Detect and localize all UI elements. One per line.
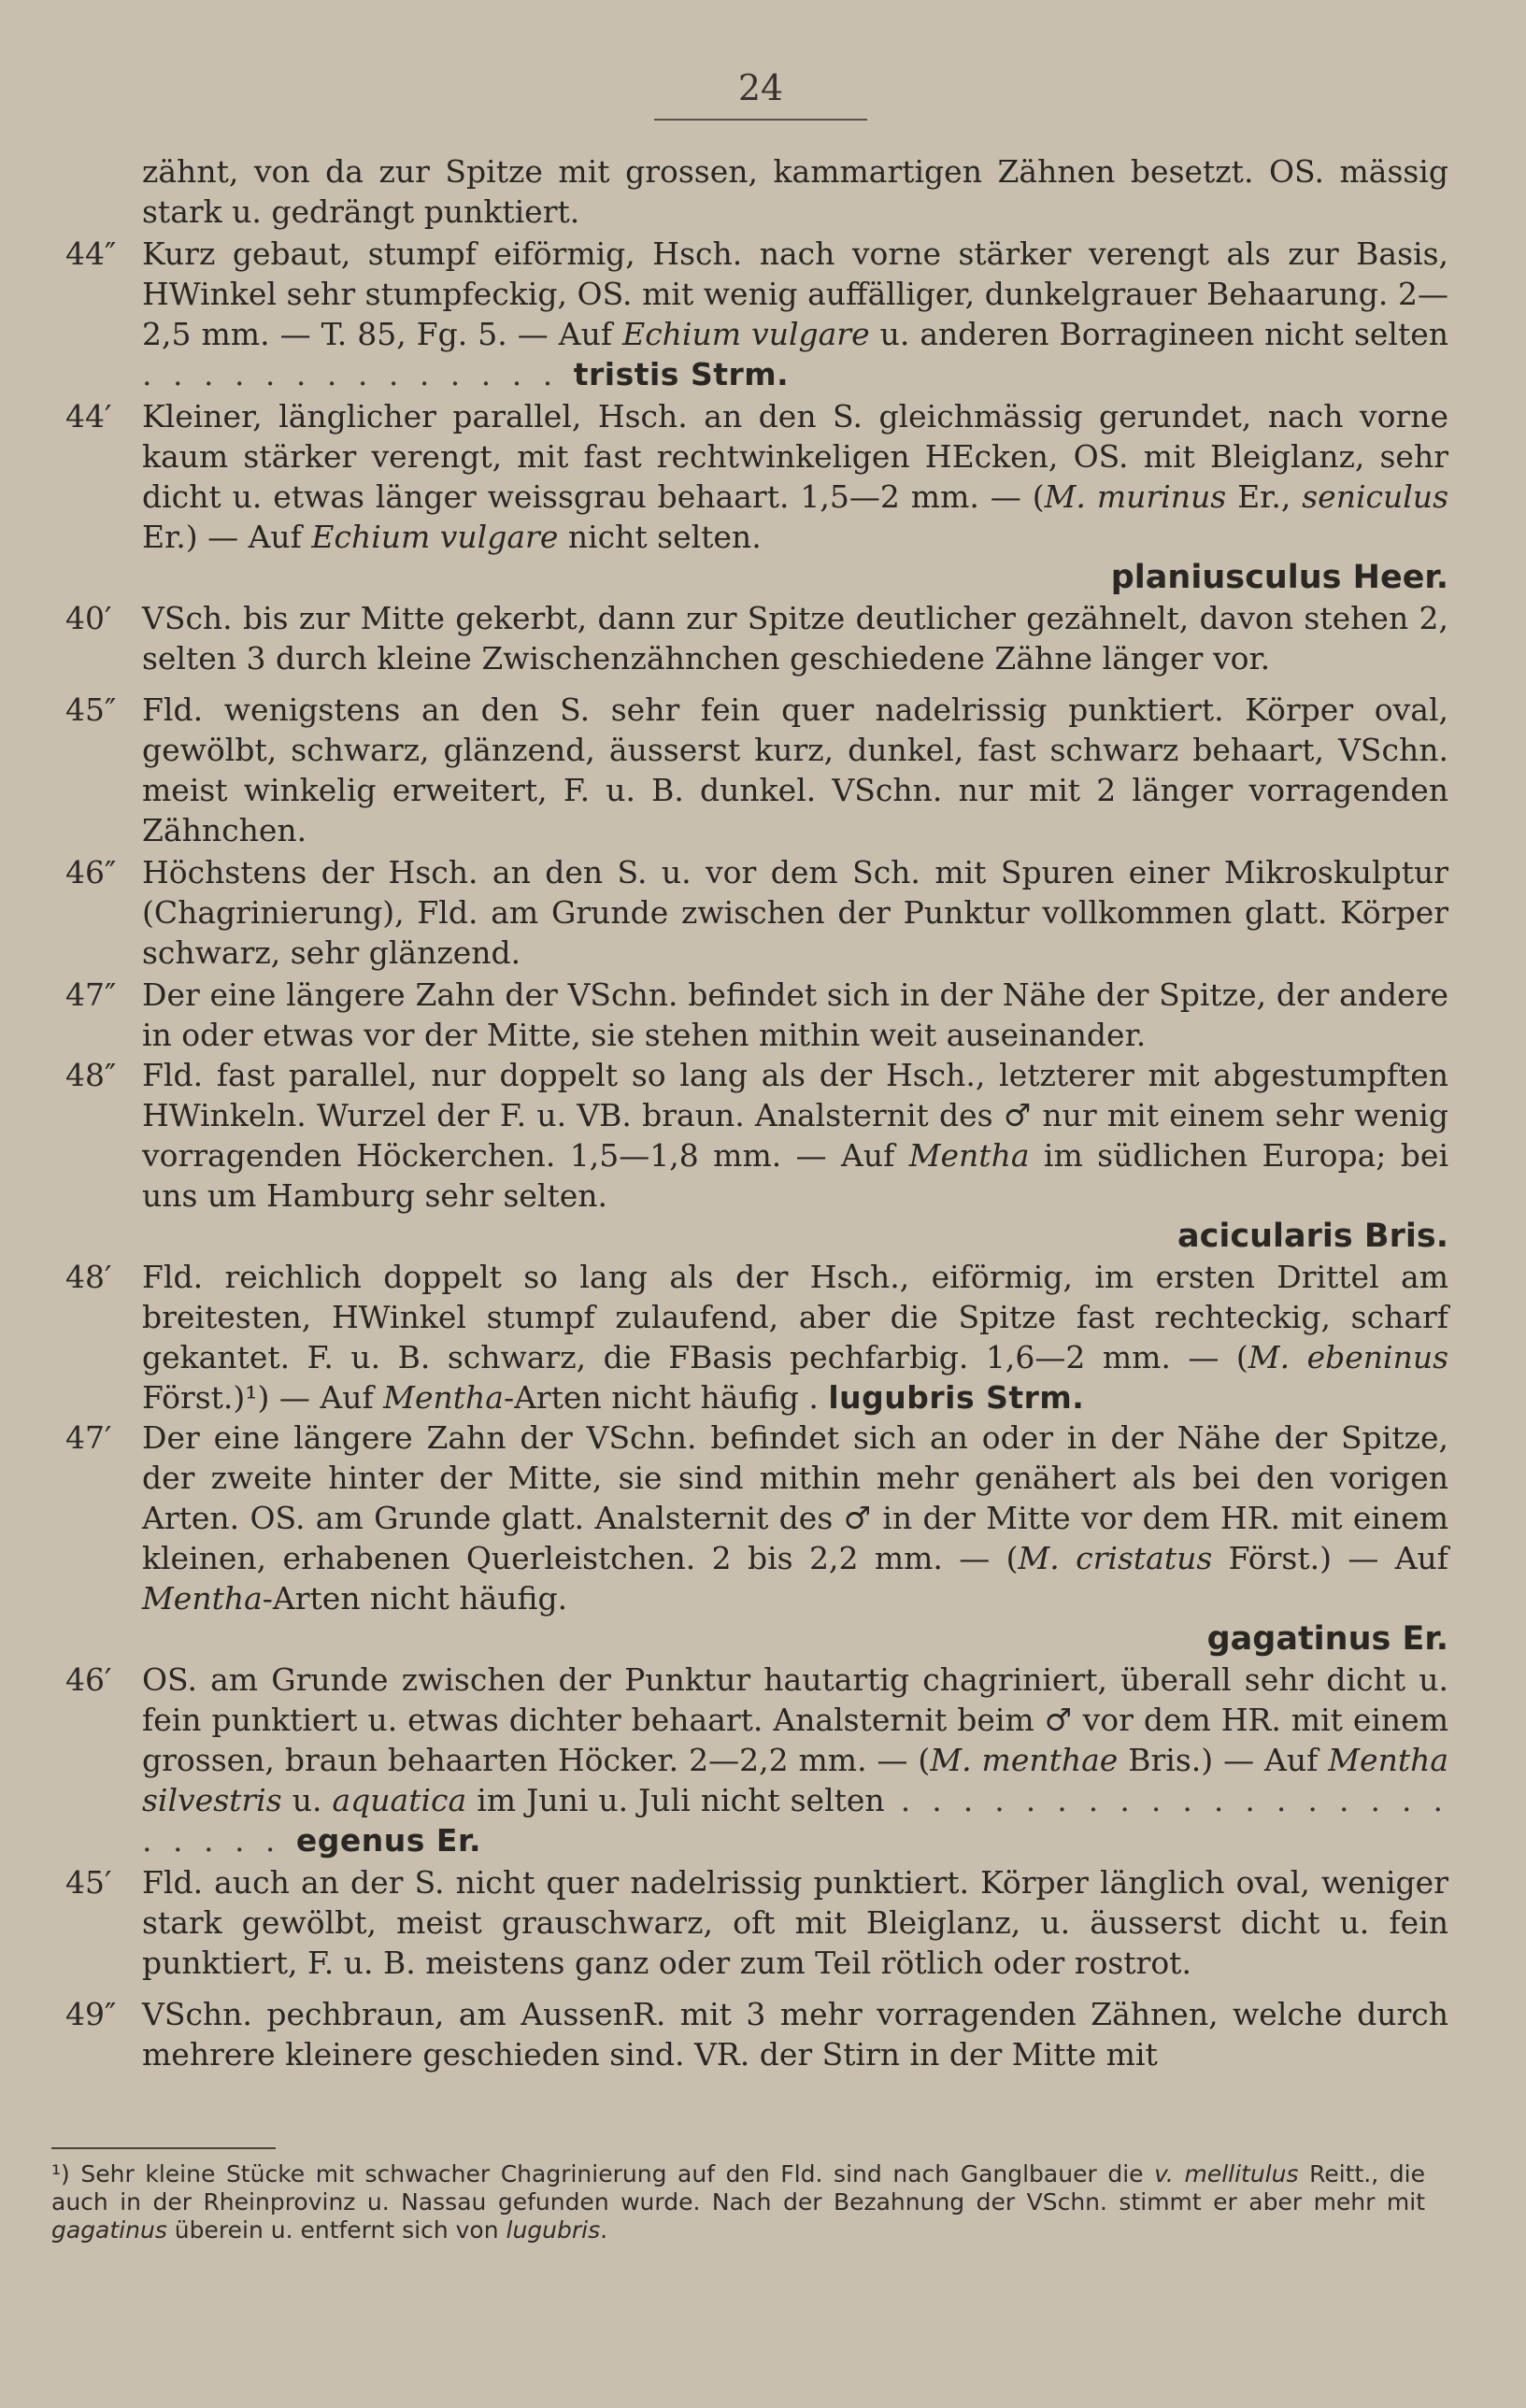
footnote: ¹) Sehr kleine Stücke mit schwacher Chagrinierung auf den Fld. sind nach Ganglbauer die v. mellitulus Reitt., die auch in der Rheinprovinz u. Nassau gefunden wurde. Nach der Bezahnung der VSchn. stimmt er aber mehr mit gagatinus überein u. entfernt sich von lugubris. <box>51 2160 1425 2244</box>
plant-name: Mentha <box>908 1137 1030 1174</box>
key-entry <box>56 598 1448 678</box>
couplet-label: 48″ <box>65 1057 117 1093</box>
key-entry <box>56 1055 1448 1257</box>
couplet-label: 47′ <box>65 1419 112 1456</box>
entry-text: Fld. reichlich doppelt so lang als der Hsch., eiförmig, im ersten Drittel am breitesten, HWinkel stumpf zulaufend, aber die Spitze fast rechteckig, scharf gekantet. F. u. B. schwarz, die FBasis pechfarbig. 1,6—2 mm. — (M. ebeninus Först.)¹) — Auf Mentha-Arten nicht häufig . lugubris Strm. <box>142 1259 1449 1416</box>
plant-name: Mentha <box>383 1379 504 1416</box>
species-name: planiusculus Heer. <box>1110 559 1448 596</box>
entry-text: Kleiner, länglicher parallel, Hsch. an den S. gleichmässig gerundet, nach vorne kaum stärker verengt, mit fast rechtwinkeligen HEcken, OS. mit Bleiglanz, sehr dicht u. etwas länger weissgrau behaart. 1,5—2 mm. — (M. murinus Er., seniculus Er.) — Auf Echium vulgare nicht selten. <box>142 398 1448 555</box>
synonym-name: seniculus <box>1302 478 1448 515</box>
plant-name: Mentha <box>142 1580 263 1617</box>
couplet-label: 49″ <box>65 1996 117 2032</box>
plant-name: Mentha silvestris <box>142 1742 1449 1818</box>
key-entry <box>56 396 1448 598</box>
species-ref: lugubris <box>506 2216 601 2244</box>
entry-text: Der eine längere Zahn der VSchn. befindet sich in der Nähe der Spitze, der andere in oder etwas vor der Mitte, sie stehen mithin weit auseinander. <box>142 976 1448 1053</box>
species-name: gagatinus Er. <box>1206 1620 1448 1658</box>
variety-name: v. mellitulus <box>1154 2160 1299 2187</box>
page-number-rule <box>654 119 867 121</box>
couplet-label: 47″ <box>65 976 117 1013</box>
couplet-label: 46″ <box>65 854 117 891</box>
entry-text: Fld. fast parallel, nur doppelt so lang als der Hsch., letzterer mit abgestumpften HWinkeln. Wurzel der F. u. VB. braun. Analsternit des ♂ nur mit einem sehr wenig vorragenden Höckerchen. 1,5—1,8 mm. — Auf Mentha im südlichen Europa; bei uns um Hamburg sehr selten. <box>142 1057 1448 1214</box>
entry-text: Höchstens der Hsch. an den S. u. vor dem Sch. mit Spuren einer Mikroskulptur (Chagrinierung), Fld. am Grunde zwischen der Punktur vollkommen glatt. Körper schwarz, sehr glänzend. <box>142 854 1448 971</box>
couplet-label: 48′ <box>65 1259 112 1295</box>
species-name: acicularis Bris. <box>1177 1218 1448 1255</box>
entry-text: OS. am Grunde zwischen der Punktur hautartig chagriniert, überall sehr dicht u. fein punktiert u. etwas dichter behaart. Analsternit beim ♂ vor dem HR. mit einem grossen, braun behaarten Höcker. 2—2,2 mm. — (M. menthae Bris.) — Auf Mentha silvestris u. aquatica im Juni u. Juli nicht selten . . . . . . . . . . . . . . . . . . . . . . . egenus Er. <box>142 1661 1449 1859</box>
couplet-label: 46′ <box>65 1661 112 1698</box>
key-entry <box>56 852 1448 973</box>
key-entry <box>56 690 1448 850</box>
key-entries <box>56 151 1448 2074</box>
species-ref: gagatinus <box>51 2216 167 2244</box>
couplet-label: 44″ <box>65 235 117 272</box>
species-name: lugubris Strm. <box>828 1379 1085 1416</box>
entry-text: Fld. auch an der S. nicht quer nadelrissig punktiert. Körper länglich oval, weniger stark gewölbt, meist grauschwarz, oft mit Bleiglanz, u. äusserst dicht u. fein punktiert, F. u. B. meistens ganz oder zum Teil rötlich oder rostrot. <box>142 1864 1448 1981</box>
key-entry <box>56 151 1448 232</box>
page-number: 24 <box>737 67 784 108</box>
entry-text: VSchn. pechbraun, am AussenR. mit 3 mehr vorragenden Zähnen, welche durch mehrere kleinere geschieden sind. VR. der Stirn in der Mitte mit <box>142 1996 1448 2073</box>
species-name: egenus Er. <box>295 1822 482 1859</box>
key-entry <box>56 975 1448 1055</box>
synonym-name: M. menthae <box>930 1742 1119 1778</box>
couplet-label: 45′ <box>65 1864 112 1901</box>
entry-text: Kurz gebaut, stumpf eiförmig, Hsch. nach vorne stärker verengt als zur Basis, HWinkel sehr stumpfeckig, OS. mit wenig auffälliger, dunkelgrauer Behaarung. 2—2,5 mm. — T. 85, Fg. 5. — Auf Echium vulgare u. anderen Borragineen nicht selten . . . . . . . . . . . . . . tristis Strm. <box>142 235 1449 392</box>
entry-text: Fld. wenigstens an den S. sehr fein quer nadelrissig punktiert. Körper oval, gewölbt, schwarz, glänzend, äusserst kurz, dunkel, fast schwarz behaart, VSchn. meist winkelig erweitert, F. u. B. dunkel. VSchn. nur mit 2 länger vorragenden Zähnchen. <box>142 691 1448 848</box>
key-entry <box>56 1862 1448 1983</box>
key-entry <box>56 1257 1448 1418</box>
species-name: tristis Strm. <box>573 356 790 392</box>
entry-text: VSch. bis zur Mitte gekerbt, dann zur Spitze deutlicher gezähnelt, davon stehen 2, selten 3 durch kleine Zwischenzähnchen geschiedene Zähne länger vor. <box>142 600 1448 677</box>
plant-name: aquatica <box>332 1782 467 1818</box>
key-entry <box>56 1660 1448 1860</box>
couplet-label: 45″ <box>65 691 117 728</box>
key-entry <box>56 1994 1448 2074</box>
couplet-label: 44′ <box>65 398 112 435</box>
couplet-label: 40′ <box>65 600 112 636</box>
plant-name: Echium vulgare <box>622 316 870 352</box>
synonym-name: M. cristatus <box>1018 1540 1213 1576</box>
entry-text: Der eine längere Zahn der VSchn. befindet sich an oder in der Nähe der Spitze, der zweite hinter der Mitte, sie sind mithin mehr genähert als bei den vorigen Arten. OS. am Grunde glatt. Analsternit des ♂ in der Mitte vor dem HR. mit einem kleinen, erhabenen Querleistchen. 2 bis 2,2 mm. — (M. cristatus Först.) — Auf Mentha-Arten nicht häufig. <box>142 1419 1448 1617</box>
footnote-rule <box>51 2147 276 2149</box>
synonym-name: M. murinus <box>1044 478 1227 515</box>
plant-name: Echium vulgare <box>311 519 559 555</box>
key-entry <box>56 1418 1448 1660</box>
key-entry <box>56 234 1448 394</box>
synonym-name: M. ebeninus <box>1248 1339 1449 1375</box>
entry-text: zähnt, von da zur Spitze mit grossen, kammartigen Zähnen besetzt. OS. mässig stark u. gedrängt punktiert. <box>142 153 1448 230</box>
